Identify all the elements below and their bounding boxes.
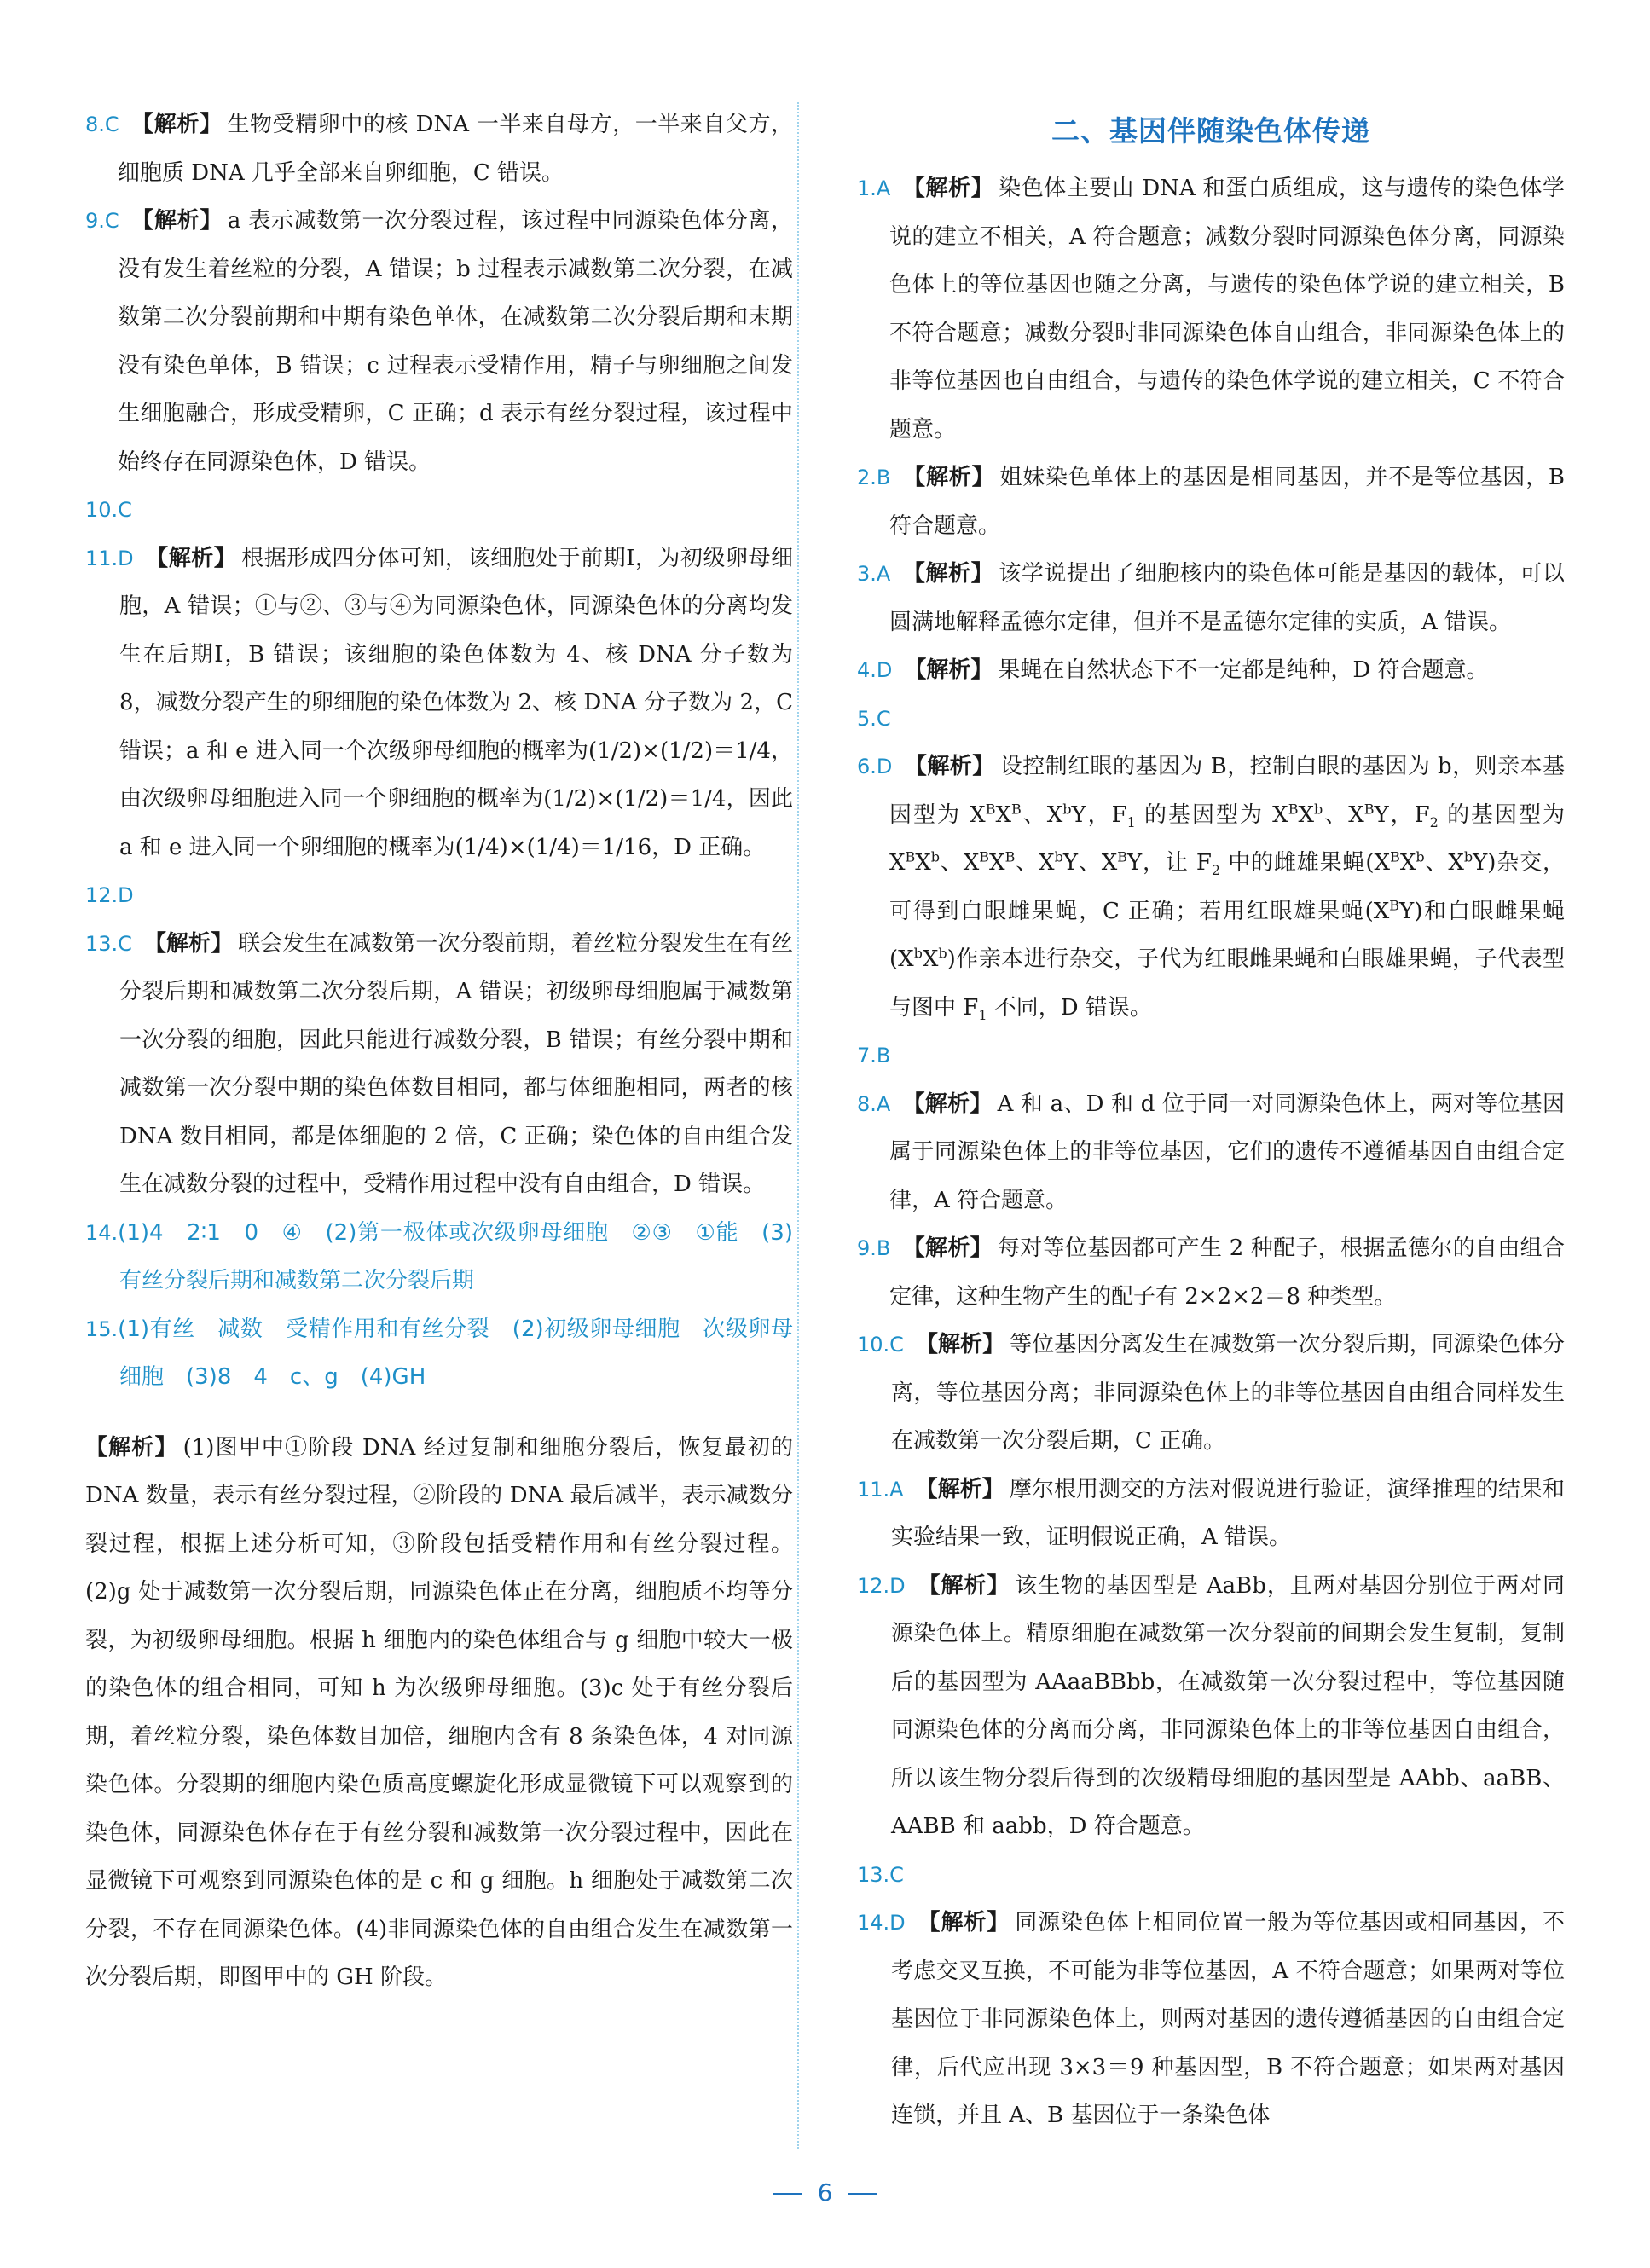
footer-dash-left — [773, 2193, 802, 2195]
answer-13: 13.C 【解析】 联会发生在减数第一次分裂前期，着丝粒分裂发生在有丝分裂后期和减数第二次分裂后期，A 错误；初级卵母细胞属于减数第一次分裂的细胞，因此只能进行减数分裂，B 错误；有丝分裂中期和减数第一次分裂中期的染色体数目相同，都与体细胞相同，两者的核 DNA 数目相同，都是体细胞的 2 倍，C 正确；染色体的自由组合发生在减数分裂的过程中，受精作用过程中没有自由组合，D 错误。 — [85, 930, 793, 1197]
column-divider — [797, 102, 799, 2149]
analysis-tag: 【解析】 — [143, 930, 234, 957]
answer-r6: 6.D 【解析】 设控制红眼的基因为 B，控制白眼的基因为 b，则亲本基因型为 $X^BX^B$、$X^bY$，$F_1$ 的基因型为 $X^BX^b$、$X^BY$，$F_2$ 的基因型为 $X^BX^b$、$X^BX^B$、$X^bY$、$X^BY$，让 $F_2$ 中的雌雄果蝇($X^BX^b$、$X^bY$)杂交，可得到白眼雌果蝇，C 正确；若用红眼雄果蝇$(X^BY)$和白眼雌果蝇$(X^bX^b)$作亲本进行杂交，子代为红眼雌果蝇和白眼雄果蝇，子代表型与图中 $F_1$ 不同，D 错误。 — [857, 754, 1565, 1023]
right-column — [857, 165, 1565, 2140]
answer-15: 15.(1)有丝 减数 受精作用和有丝分裂 (2)初级卵母细胞 次级卵母细胞 (3)8 4 c、g (4)GH — [85, 1316, 793, 1390]
footer-dash-right — [848, 2193, 877, 2195]
answer-r4: 4.D 【解析】 果蝇在自然状态下不一定都是纯种，D 符合题意。 — [857, 657, 1489, 683]
analysis-tag: 【解析】 — [917, 1572, 1010, 1599]
answer-12: 12.D — [85, 883, 134, 907]
page-number: 6 — [817, 2178, 833, 2207]
analysis-tag: 【解析】 — [917, 1910, 1010, 1935]
answer-r7: 7.B — [857, 1044, 891, 1067]
answer-10: 10.C — [85, 498, 132, 522]
answer-9: 9.C 【解析】 a 表示减数第一次分裂过程，该过程中同源染色体分离，没有发生着丝粒的分裂，A 错误；b 过程表示减数第二次分裂，在减数第二次分裂前期和中期有染色单体，在减数第二次分裂后期和末期没有染色单体，B 错误；c 过程表示受精作用，精子与卵细胞之间发生细胞融合，形成受精卵，C 正确；d 表示有丝分裂过程，该过程中始终存在同源染色体，D 错误。 — [85, 208, 793, 475]
analysis-tag: 【解析】 — [902, 1235, 993, 1261]
answer-r12: 12.D 【解析】 该生物的基因型是 AaBb，且两对基因分别位于两对同源染色体上。精原细胞在减数第一次分裂前的间期会发生复制，复制后的基因型为 AAaaBBbb，在减数第一次分裂过程中，等位基因随同源染色体的分离而分离，非同源染色体上的非等位基因自由组合，所以该生物分裂后得到的次级精母细胞的基因型是 AAbb、aaBB、AABB 和 aabb，D 符合题意。 — [857, 1572, 1565, 1839]
analysis-tag: 【解析】 — [902, 1091, 993, 1117]
analysis-tag: 【解析】 — [902, 465, 995, 490]
answer-r2: 2.B 【解析】 姐妹染色单体上的基因是相同基因，并不是等位基因，B 符合题意。 — [857, 465, 1565, 539]
answer-11: 11.D 【解析】 根据形成四分体可知，该细胞处于前期Ⅰ，为初级卵母细胞，A 错误；①与②、③与④为同源染色体，同源染色体的分离均发生在后期Ⅰ，B 错误；该细胞的染色体数为 4、核 DNA 分子数为 8，减数分裂产生的卵细胞的染色体数为 2、核 DNA 分子数为 2，C 错误；a 和 e 进入同一个次级卵母细胞的概率为(1/2)×(1/2)＝1/4，由次级卵母细胞进入同一个卵细胞的概率为(1/2)×(1/2)＝1/4，因此 a 和 e 进入同一个卵细胞的概率为(1/4)×(1/4)＝1/16，D 正确。 — [85, 545, 793, 860]
answer-r10: 10.C 【解析】 等位基因分离发生在减数第一次分裂后期，同源染色体分离，等位基因分离；非同源染色体上的非等位基因自由组合同样发生在减数第一次分裂后期，C 正确。 — [857, 1332, 1565, 1454]
answer-15-analysis: 【解析】 (1)图甲中①阶段 DNA 经过复制和细胞分裂后，恢复最初的 DNA 数量，表示有丝分裂过程，②阶段的 DNA 最后减半，表示减数分裂过程，根据上述分析可知，③阶段包括受精作用和有丝分裂过程。(2)g 处于减数第一次分裂后期，同源染色体正在分离，细胞质不均等分裂，为初级卵母细胞。根据 h 细胞内的染色体组合与 g 细胞中较大一极的染色体的组合相同，可知 h 为次级卵母细胞。(3)c 处于有丝分裂后期，着丝粒分裂，染色体数目加倍，细胞内含有 8 条染色体，4 对同源染色体。分裂期的细胞内染色质高度螺旋化形成显微镜下可以观察到的染色体，同源染色体存在于有丝分裂和减数第一次分裂过程中，因此在显微镜下可观察到同源染色体的是 c 和 g 细胞。h 细胞处于减数第二次分裂，不存在同源染色体。(4)非同源染色体的自由组合发生在减数第一次分裂后期，即图甲中的 GH 阶段。 — [85, 1434, 793, 1990]
answer-r14: 14.D 【解析】 同源染色体上相同位置一般为等位基因或相同基因，不考虑交叉互换，不可能为非等位基因，A 不符合题意；如果两对等位基因位于非同源染色体上，则两对基因的遗传遵循基因的自由组合定律，后代应出现 3×3＝9 种基因型，B 不符合题意；如果两对基因连锁，并且 A、B 基因位于一条染色体 — [857, 1910, 1565, 2128]
analysis-tag: 【解析】 — [130, 208, 223, 234]
analysis-tag: 【解析】 — [915, 1476, 1004, 1502]
left-column — [85, 101, 793, 2024]
answer-r13: 13.C — [857, 1862, 904, 1887]
analysis-tag: 【解析】 — [902, 176, 994, 201]
answer-r9: 9.B 【解析】 每对等位基因都可产生 2 种配子，根据孟德尔的自由组合定律，这种生物产生的配子有 2×2×2＝8 种类型。 — [857, 1235, 1565, 1310]
section-title: 二、基因伴随染色体传递 — [1051, 114, 1370, 148]
analysis-tag: 【解析】 — [130, 112, 223, 137]
analysis-tag: 【解析】 — [904, 657, 993, 683]
analysis-tag: 【解析】 — [904, 754, 995, 779]
analysis-tag: 【解析】 — [145, 545, 237, 571]
answer-r3: 3.A 【解析】 该学说提出了细胞核内的染色体可能是基因的载体，可以圆满地解释孟德尔定律，但并不是孟德尔定律的实质，A 错误。 — [857, 561, 1565, 635]
answer-r11: 11.A 【解析】 摩尔根用测交的方法对假说进行验证，演绎推理的结果和实验结果一致，证明假说正确，A 错误。 — [857, 1476, 1565, 1550]
answer-8: 8.C 【解析】 生物受精卵中的核 DNA 一半来自母方，一半来自父方，细胞质 DNA 几乎全部来自卵细胞，C 错误。 — [85, 112, 793, 186]
analysis-tag: 【解析】 — [915, 1332, 1005, 1357]
page-footer — [0, 2178, 1650, 2207]
answer-r8: 8.A 【解析】 A 和 a、D 和 d 位于同一对同源染色体上，两对等位基因属于同源染色体上的非等位基因，它们的遗传不遵循基因自由组合定律，A 符合题意。 — [857, 1091, 1565, 1213]
answer-r5: 5.C — [857, 706, 891, 731]
analysis-tag: 【解析】 — [85, 1434, 178, 1461]
analysis-tag: 【解析】 — [902, 561, 994, 587]
answer-14: 14.(1)4 2∶1 0 ④ (2)第一极体或次级卵母细胞 ②③ ①能 (3)有丝分裂后期和减数第二次分裂后期 — [85, 1219, 793, 1293]
answer-r1: 1.A 【解析】 染色体主要由 DNA 和蛋白质组成，这与遗传的染色体学说的建立不相关，A 符合题意；减数分裂时同源染色体分离，同源染色体上的等位基因也随之分离，与遗传的染色体学说的建立相关，B 不符合题意；减数分裂时非同源染色体自由组合，非同源染色体上的非等位基因也自由组合，与遗传的染色体学说的建立相关，C 不符合题意。 — [857, 176, 1565, 443]
